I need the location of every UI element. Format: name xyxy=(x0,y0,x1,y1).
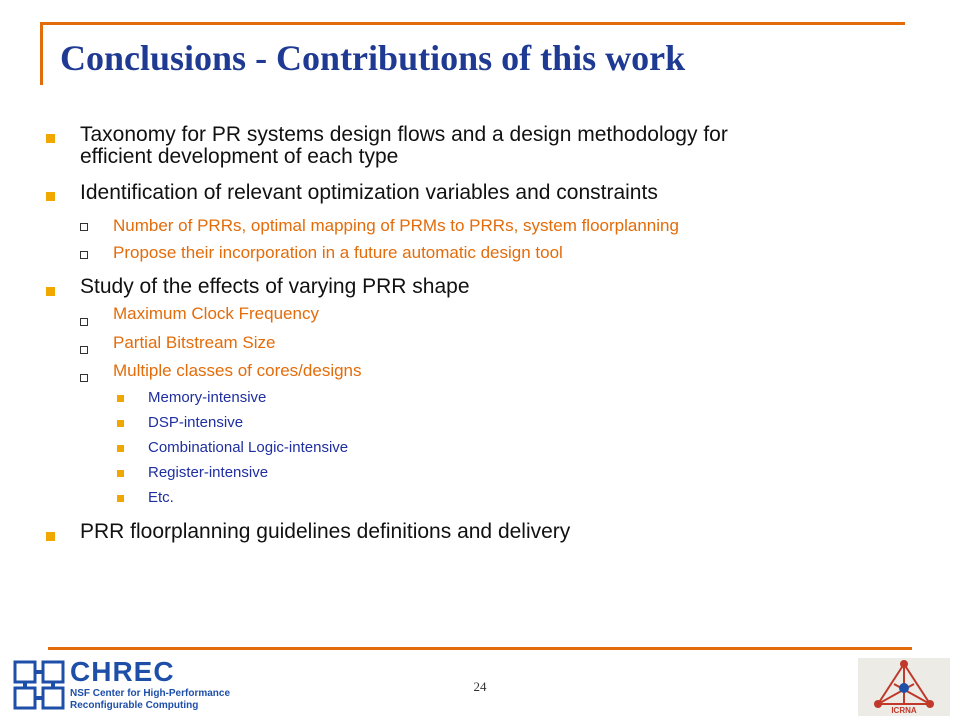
sub-bullet-text: Propose their incorporation in a future automatic design tool xyxy=(113,243,563,262)
partner-logo-text: ICRNA xyxy=(891,706,917,715)
bullet-taxonomy xyxy=(46,128,55,143)
subsub-bullet-text: Combinational Logic-intensive xyxy=(148,439,349,456)
sub-bullet-text: Multiple classes of cores/designs xyxy=(113,361,362,380)
bullet-floorplanning xyxy=(46,526,55,541)
title-frame-left xyxy=(40,22,43,85)
bullet-study xyxy=(46,281,55,296)
square-bullet-icon xyxy=(117,445,124,452)
hollow-square-bullet-icon xyxy=(80,374,88,382)
subsub-bullet-text: Memory-intensive xyxy=(148,389,267,406)
hollow-square-bullet-icon xyxy=(80,318,88,326)
bullet-identification xyxy=(46,186,55,201)
sub-bullet-text: Partial Bitstream Size xyxy=(113,333,276,352)
title-frame-top xyxy=(40,22,905,25)
square-bullet-icon xyxy=(46,532,55,541)
partner-logo xyxy=(858,658,950,716)
bullet-text: PRR floorplanning guidelines definitions and delivery xyxy=(80,520,571,543)
partner-logo-icon xyxy=(858,658,950,716)
sub-bullet-text: Number of PRRs, optimal mapping of PRMs to PRRs, system floorplanning xyxy=(113,216,679,235)
bullet-text: Identification of relevant optimization variables and constraints xyxy=(80,181,658,204)
bullet-text-line: efficient development of each type xyxy=(80,145,399,168)
chrec-logo-text: CHREC xyxy=(70,656,175,687)
hollow-square-bullet-icon xyxy=(80,251,88,259)
square-bullet-icon xyxy=(46,287,55,296)
square-bullet-icon xyxy=(117,495,124,502)
chrec-logo-subtitle: Reconfigurable Computing xyxy=(70,700,199,711)
bullet-text-line: Taxonomy for PR systems design flows and a design methodology for xyxy=(80,123,728,146)
hollow-square-bullet-icon xyxy=(80,223,88,231)
square-bullet-icon xyxy=(117,395,124,402)
bullet-taxonomy-text xyxy=(80,124,728,168)
square-bullet-icon xyxy=(117,420,124,427)
slide-title: Conclusions - Contributions of this work xyxy=(60,38,686,78)
square-bullet-icon xyxy=(117,470,124,477)
square-bullet-icon xyxy=(46,134,55,143)
bullet-text: Study of the effects of varying PRR shape xyxy=(80,275,470,298)
square-bullet-icon xyxy=(46,192,55,201)
subsub-bullet-text: Etc. xyxy=(148,489,174,506)
footer-divider xyxy=(48,647,912,650)
sub-bullet-text: Maximum Clock Frequency xyxy=(113,304,319,323)
hollow-square-bullet-icon xyxy=(80,346,88,354)
subsub-bullet-text: DSP-intensive xyxy=(148,414,244,431)
subsub-bullet-text: Register-intensive xyxy=(148,464,269,481)
page-number: 24 xyxy=(473,679,487,694)
chrec-logo-subtitle: NSF Center for High-Performance xyxy=(70,688,231,699)
